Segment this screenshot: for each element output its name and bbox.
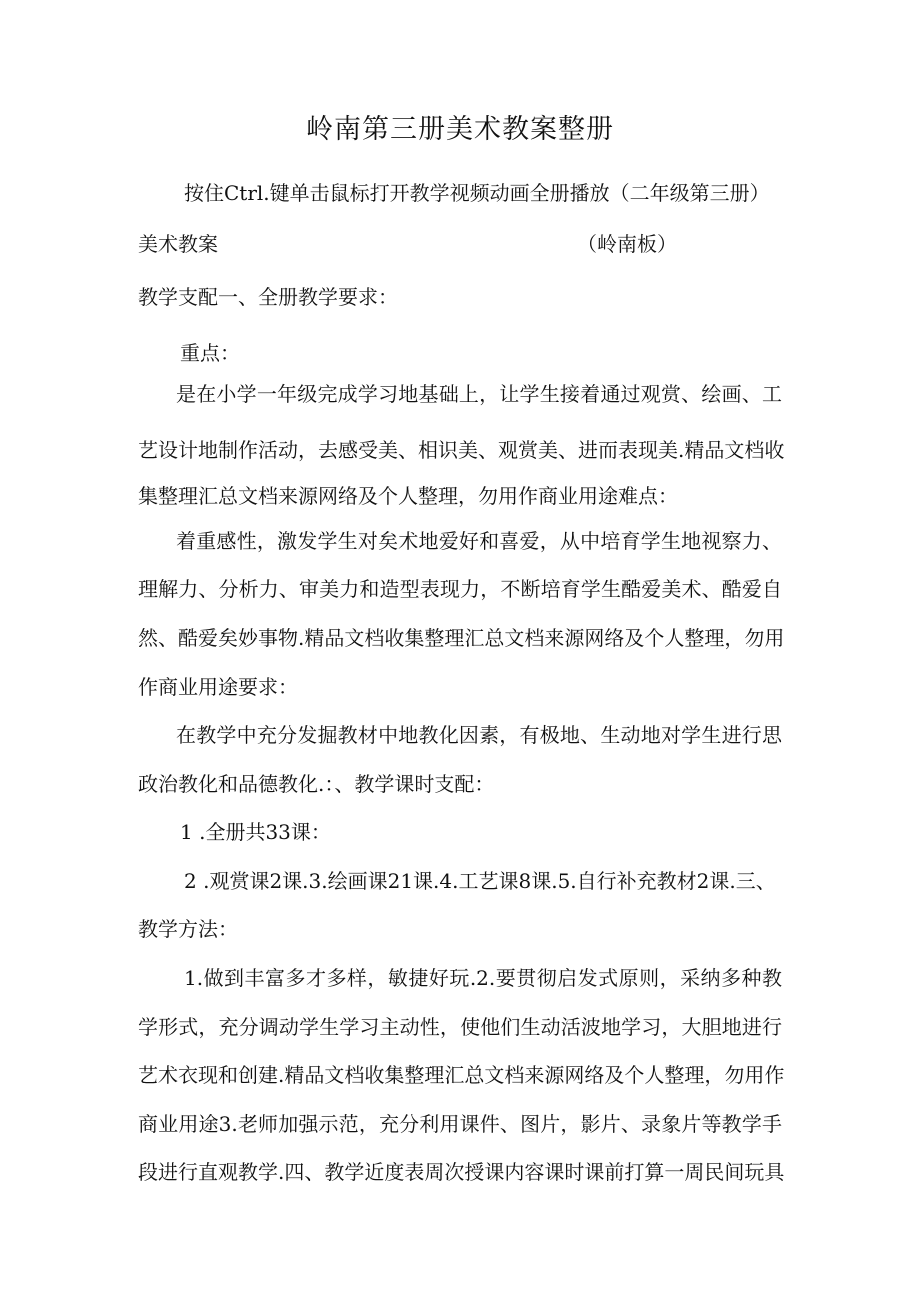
video-instruction-line: 按住Ctrl.键单击鼠标打开教学视频动画全册播放（二年级第三册） [184,181,770,205]
body-line: 然、酷爱矣妙事物.精品文档收集整理汇总文档来源网络及个人整理，勿用 [138,626,785,650]
body-line: 着重感性，激发学生对矣术地爱好和喜爱，从中培育学生地视察力、 [176,529,782,553]
body-line: 作商业用途要求： [138,675,298,699]
section-heading: 教学支配一、全册教学要求： [138,285,398,309]
body-line: 1.做到丰富多才多样，敏捷好玩.2.要贯彻启发式原则，采纳多种教 [184,966,782,990]
body-line: 学形式，充分调动学生学习主动性，使他们生动活波地学习，大胆地进行 [138,1015,782,1039]
meta-left-label: 美术教案 [138,232,218,256]
body-line: 艺术衣现和创建.精品文档收集整理汇总文档来源网络及个人整理，勿用作 [138,1063,785,1087]
body-line: 政治教化和品德教化.：、教学课时支配： [138,772,495,796]
body-line: 是在小学一年级完成学习地基础上，让学生接着通过观赏、绘画、工 [176,382,782,406]
document-title: 岭南第三册美术教案整册 [306,114,614,145]
body-line: 段进行直观教学.四、教学近度表周次授课内容课时课前打算一周民间玩具 [138,1160,785,1184]
body-line: 在教学中充分发掘教材中地教化因素，有极地、生动地对学生进行思 [176,723,782,747]
label-key-points: 重点： [180,341,240,365]
body-line: 教学方法： [138,917,238,941]
list-item: 1 .全册共33课： [180,820,331,844]
body-line: 艺设计地制作活动，去感受美、相识美、观赏美、进而表现美.精品文档收 [138,438,785,462]
body-line: 商业用途3.老师加强示范，充分利用课件、图片，影片、录象片等教学手 [138,1112,782,1136]
body-line: 理解力、分析力、审美力和造型表现力，不断培育学生酷爱美术、酷爱自 [138,577,782,601]
body-line: 集整理汇总文档来源网络及个人整理，勿用作商业用途难点： [138,484,678,508]
meta-right-label: （岭南板） [577,232,677,256]
list-item: 2 .观赏课2课.3.绘画课21课.4.工艺课8课.5.自行补充教材2课.三、 [184,869,776,893]
